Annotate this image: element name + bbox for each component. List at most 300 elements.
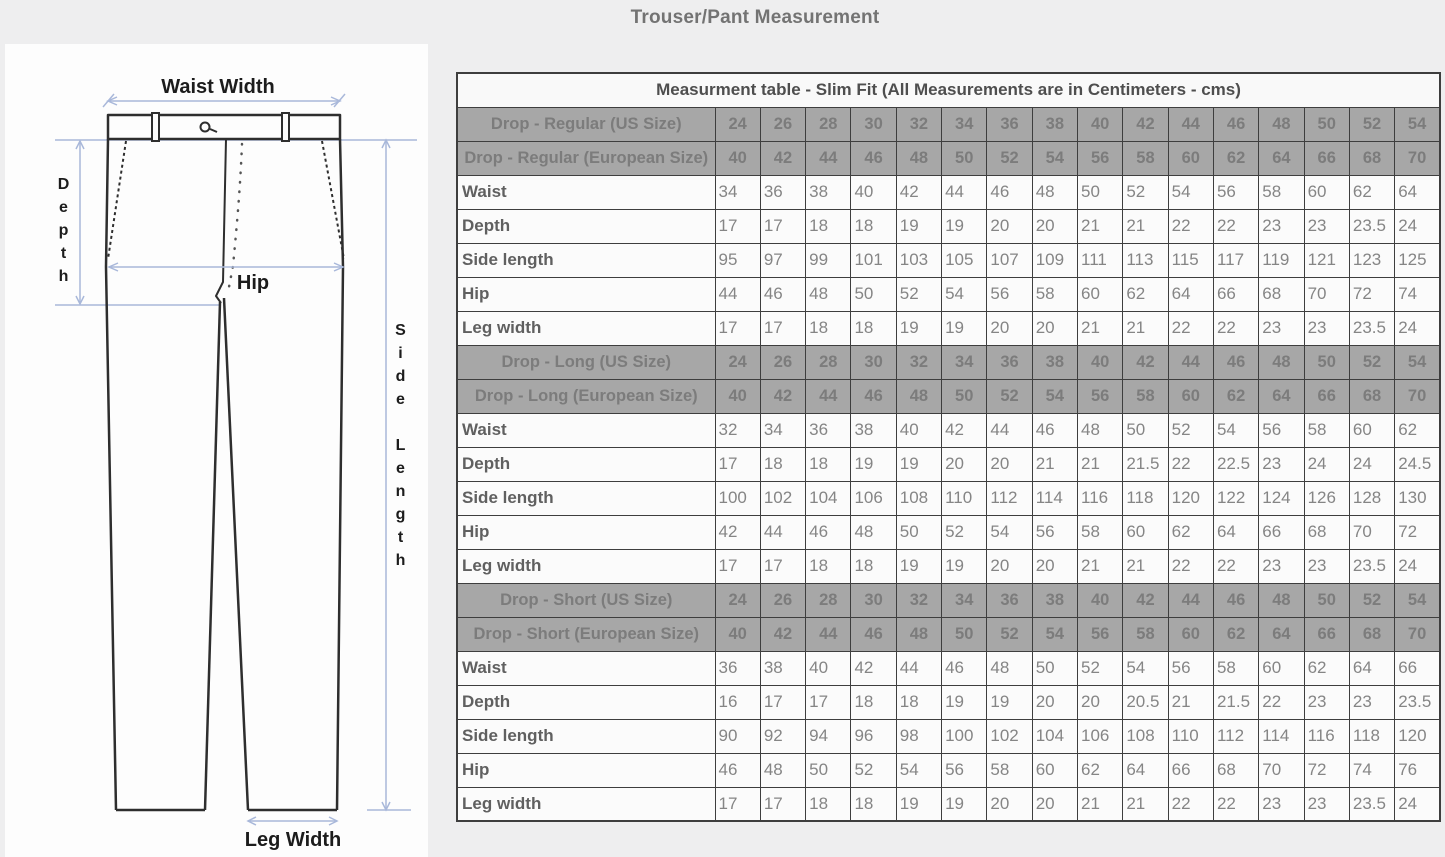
measure-cell: 46 [806, 515, 851, 549]
size-cell: 66 [1304, 379, 1349, 413]
measure-cell: 113 [1123, 243, 1168, 277]
size-cell: 48 [896, 379, 941, 413]
measure-cell: 60 [1032, 753, 1077, 787]
size-cell: 42 [760, 141, 805, 175]
measure-cell: 118 [1349, 719, 1394, 753]
size-cell: 44 [1168, 107, 1213, 141]
measure-cell: 119 [1259, 243, 1304, 277]
measure-cell: 22.5 [1213, 447, 1258, 481]
dimension-arrows [76, 94, 390, 825]
size-cell: 32 [896, 345, 941, 379]
size-cell: 36 [987, 583, 1032, 617]
left-inner-seam [205, 302, 220, 810]
side-length-label: Side Length [392, 322, 409, 575]
size-cell: 40 [1078, 107, 1123, 141]
measure-cell: 18 [851, 787, 896, 821]
measure-cell: 54 [987, 515, 1032, 549]
size-cell: 46 [1213, 583, 1258, 617]
table-title-row [457, 73, 1440, 107]
size-cell: 42 [760, 379, 805, 413]
measure-row-long [457, 481, 1440, 515]
measure-cell: 21 [1078, 447, 1123, 481]
measure-cell: 100 [715, 481, 760, 515]
size-row-label: Drop - Long (European Size) [457, 379, 715, 413]
measure-cell: 23.5 [1349, 549, 1394, 583]
measure-cell: 108 [1123, 719, 1168, 753]
hip-label: Hip [236, 272, 270, 294]
measure-cell: 18 [851, 685, 896, 719]
measure-cell: 44 [896, 651, 941, 685]
size-cell: 54 [1032, 141, 1077, 175]
size-cell: 62 [1213, 617, 1258, 651]
measure-cell: 22 [1259, 685, 1304, 719]
measure-cell: 24.5 [1395, 447, 1440, 481]
measure-cell: 34 [715, 175, 760, 209]
measure-cell: 21.5 [1213, 685, 1258, 719]
measure-cell: 107 [987, 243, 1032, 277]
size-cell: 40 [1078, 345, 1123, 379]
measure-cell: 20.5 [1123, 685, 1168, 719]
measure-cell: 18 [851, 209, 896, 243]
measure-cell: 125 [1395, 243, 1440, 277]
size-cell: 24 [715, 107, 760, 141]
measure-cell: 54 [1168, 175, 1213, 209]
measure-cell: 20 [987, 447, 1032, 481]
measure-row-label: Depth [457, 209, 715, 243]
measure-cell: 60 [1304, 175, 1349, 209]
measure-cell: 90 [715, 719, 760, 753]
measure-cell: 58 [1078, 515, 1123, 549]
measure-cell: 109 [1032, 243, 1077, 277]
size-cell: 44 [1168, 583, 1213, 617]
size-header-row-short [457, 583, 1440, 617]
trouser-outline [106, 115, 343, 810]
size-cell: 48 [1259, 583, 1304, 617]
size-cell: 50 [1304, 107, 1349, 141]
measure-cell: 17 [715, 311, 760, 345]
measure-cell: 23 [1259, 787, 1304, 821]
page-title: Trouser/Pant Measurement [630, 7, 880, 28]
left-outer-seam [106, 139, 116, 810]
measure-cell: 72 [1395, 515, 1440, 549]
measure-cell: 17 [715, 787, 760, 821]
measure-cell: 38 [760, 651, 805, 685]
measure-cell: 52 [896, 277, 941, 311]
size-cell: 36 [987, 345, 1032, 379]
measure-cell: 18 [806, 549, 851, 583]
measure-cell: 99 [806, 243, 851, 277]
measure-cell: 62 [1078, 753, 1123, 787]
measure-cell: 54 [942, 277, 987, 311]
measure-cell: 19 [942, 209, 987, 243]
measure-cell: 94 [806, 719, 851, 753]
size-cell: 40 [715, 379, 760, 413]
measure-cell: 22 [1168, 311, 1213, 345]
measure-row-label: Leg width [457, 549, 715, 583]
measure-cell: 22 [1213, 311, 1258, 345]
measure-cell: 58 [1032, 277, 1077, 311]
measure-cell: 19 [896, 549, 941, 583]
measure-cell: 23 [1259, 549, 1304, 583]
leg-width-label: Leg Width [244, 829, 342, 851]
measure-cell: 24 [1349, 447, 1394, 481]
measure-cell: 126 [1304, 481, 1349, 515]
size-cell: 50 [942, 141, 987, 175]
measure-cell: 56 [1168, 651, 1213, 685]
measure-cell: 40 [806, 651, 851, 685]
measure-cell: 19 [896, 209, 941, 243]
size-cell: 68 [1349, 617, 1394, 651]
size-cell: 64 [1259, 141, 1304, 175]
measure-cell: 38 [806, 175, 851, 209]
measure-cell: 22 [1168, 447, 1213, 481]
measure-cell: 58 [1259, 175, 1304, 209]
waist-width-label: Waist Width [161, 76, 275, 98]
table-title: Measurment table - Slim Fit (All Measurements are in Centimeters - cms) [457, 73, 1440, 107]
measure-row-short [457, 787, 1440, 821]
size-cell: 52 [987, 379, 1032, 413]
measure-cell: 60 [1349, 413, 1394, 447]
size-row-label: Drop - Short (US Size) [457, 583, 715, 617]
measure-cell: 70 [1304, 277, 1349, 311]
measure-cell: 22 [1213, 549, 1258, 583]
measure-cell: 21 [1123, 549, 1168, 583]
size-cell: 32 [896, 107, 941, 141]
measure-cell: 21.5 [1123, 447, 1168, 481]
measure-cell: 22 [1168, 209, 1213, 243]
size-cell: 68 [1349, 141, 1394, 175]
size-cell: 48 [1259, 107, 1304, 141]
measure-cell: 92 [760, 719, 805, 753]
measure-cell: 52 [942, 515, 987, 549]
measure-row-short [457, 685, 1440, 719]
measure-cell: 64 [1168, 277, 1213, 311]
measure-row-label: Leg width [457, 311, 715, 345]
waistband [108, 115, 340, 139]
measure-cell: 17 [760, 549, 805, 583]
measure-cell: 20 [1032, 787, 1077, 821]
measure-cell: 48 [851, 515, 896, 549]
size-cell: 60 [1168, 141, 1213, 175]
measure-cell: 106 [1078, 719, 1123, 753]
measure-cell: 23.5 [1395, 685, 1440, 719]
measure-row-regular [457, 175, 1440, 209]
measure-cell: 20 [1032, 209, 1077, 243]
depth-label: Depth [55, 176, 72, 291]
size-cell: 24 [715, 583, 760, 617]
measure-cell: 19 [896, 787, 941, 821]
size-row-label: Drop - Regular (European Size) [457, 141, 715, 175]
size-row-label: Drop - Short (European Size) [457, 617, 715, 651]
measure-cell: 42 [851, 651, 896, 685]
measure-row-short [457, 719, 1440, 753]
measure-cell: 19 [987, 685, 1032, 719]
measure-cell: 21 [1123, 209, 1168, 243]
measure-cell: 60 [1123, 515, 1168, 549]
measure-cell: 44 [760, 515, 805, 549]
size-cell: 34 [942, 345, 987, 379]
measure-cell: 64 [1123, 753, 1168, 787]
measure-cell: 23 [1304, 311, 1349, 345]
measure-cell: 21 [1078, 787, 1123, 821]
size-cell: 70 [1395, 379, 1440, 413]
measure-row-regular [457, 277, 1440, 311]
measure-cell: 42 [942, 413, 987, 447]
measure-cell: 74 [1395, 277, 1440, 311]
measure-cell: 21 [1078, 549, 1123, 583]
measure-cell: 112 [987, 481, 1032, 515]
measure-cell: 20 [1078, 685, 1123, 719]
size-cell: 36 [987, 107, 1032, 141]
measure-row-regular [457, 311, 1440, 345]
size-cell: 62 [1213, 141, 1258, 175]
measure-cell: 17 [760, 311, 805, 345]
measure-row-label: Leg width [457, 787, 715, 821]
measure-cell: 76 [1395, 753, 1440, 787]
size-cell: 56 [1078, 141, 1123, 175]
size-cell: 26 [760, 583, 805, 617]
size-cell: 40 [715, 141, 760, 175]
measure-cell: 46 [715, 753, 760, 787]
size-cell: 52 [1349, 345, 1394, 379]
measure-cell: 52 [851, 753, 896, 787]
size-cell: 62 [1213, 379, 1258, 413]
measure-cell: 100 [942, 719, 987, 753]
size-cell: 34 [942, 107, 987, 141]
size-cell: 54 [1395, 345, 1440, 379]
measure-cell: 52 [1168, 413, 1213, 447]
measure-cell: 18 [760, 447, 805, 481]
measure-row-label: Side length [457, 481, 715, 515]
measure-cell: 48 [806, 277, 851, 311]
measure-cell: 21 [1078, 311, 1123, 345]
measure-cell: 102 [760, 481, 805, 515]
trouser-sketch [5, 44, 428, 857]
measure-cell: 114 [1032, 481, 1077, 515]
size-header-row-short [457, 617, 1440, 651]
size-cell: 46 [1213, 345, 1258, 379]
measure-cell: 56 [1213, 175, 1258, 209]
measure-cell: 121 [1304, 243, 1349, 277]
measure-row-long [457, 549, 1440, 583]
measure-cell: 44 [942, 175, 987, 209]
measure-cell: 98 [896, 719, 941, 753]
size-cell: 64 [1259, 379, 1304, 413]
measure-cell: 105 [942, 243, 987, 277]
measure-cell: 36 [806, 413, 851, 447]
measure-cell: 20 [987, 787, 1032, 821]
measure-cell: 19 [896, 311, 941, 345]
measure-cell: 22 [1213, 787, 1258, 821]
measure-cell: 62 [1168, 515, 1213, 549]
measure-cell: 97 [760, 243, 805, 277]
measure-cell: 17 [806, 685, 851, 719]
measure-cell: 114 [1259, 719, 1304, 753]
size-cell: 26 [760, 107, 805, 141]
measure-row-long [457, 515, 1440, 549]
measure-cell: 62 [1349, 175, 1394, 209]
measure-row-long [457, 413, 1440, 447]
measure-cell: 102 [987, 719, 1032, 753]
measure-cell: 95 [715, 243, 760, 277]
size-cell: 38 [1032, 583, 1077, 617]
measure-cell: 50 [851, 277, 896, 311]
measure-row-short [457, 753, 1440, 787]
measure-cell: 111 [1078, 243, 1123, 277]
size-cell: 46 [1213, 107, 1258, 141]
measure-cell: 38 [851, 413, 896, 447]
measure-cell: 17 [715, 447, 760, 481]
size-cell: 42 [1123, 107, 1168, 141]
measure-cell: 19 [942, 311, 987, 345]
measure-cell: 118 [1123, 481, 1168, 515]
measure-cell: 23 [1349, 685, 1394, 719]
size-cell: 58 [1123, 379, 1168, 413]
measure-cell: 18 [896, 685, 941, 719]
measure-row-label: Side length [457, 243, 715, 277]
measure-cell: 64 [1395, 175, 1440, 209]
size-cell: 50 [942, 617, 987, 651]
measure-cell: 36 [715, 651, 760, 685]
measure-cell: 60 [1259, 651, 1304, 685]
measure-cell: 24 [1395, 549, 1440, 583]
size-cell: 70 [1395, 617, 1440, 651]
measure-cell: 122 [1213, 481, 1258, 515]
measure-cell: 17 [760, 209, 805, 243]
measure-cell: 110 [1168, 719, 1213, 753]
measure-row-label: Side length [457, 719, 715, 753]
size-cell: 58 [1123, 141, 1168, 175]
size-cell: 46 [851, 379, 896, 413]
size-row-label: Drop - Long (US Size) [457, 345, 715, 379]
measure-cell: 19 [942, 549, 987, 583]
size-cell: 30 [851, 345, 896, 379]
size-header-row-long [457, 345, 1440, 379]
measure-cell: 50 [1078, 175, 1123, 209]
measure-cell: 116 [1078, 481, 1123, 515]
size-cell: 38 [1032, 345, 1077, 379]
size-cell: 26 [760, 345, 805, 379]
size-cell: 54 [1395, 583, 1440, 617]
measure-row-label: Hip [457, 753, 715, 787]
fly-line [216, 139, 226, 303]
measure-cell: 40 [896, 413, 941, 447]
measure-cell: 23 [1259, 447, 1304, 481]
measure-cell: 50 [1123, 413, 1168, 447]
measure-cell: 46 [942, 651, 987, 685]
measure-cell: 20 [987, 311, 1032, 345]
measure-cell: 40 [851, 175, 896, 209]
measure-cell: 46 [760, 277, 805, 311]
measure-cell: 64 [1349, 651, 1394, 685]
measure-cell: 18 [851, 549, 896, 583]
measure-cell: 20 [1032, 311, 1077, 345]
belt-loops [152, 113, 289, 141]
measure-cell: 50 [1032, 651, 1077, 685]
measure-cell: 17 [760, 787, 805, 821]
measure-cell: 62 [1304, 651, 1349, 685]
measure-cell: 72 [1304, 753, 1349, 787]
measure-cell: 56 [1259, 413, 1304, 447]
measure-cell: 20 [1032, 685, 1077, 719]
size-cell: 50 [942, 379, 987, 413]
measure-cell: 66 [1395, 651, 1440, 685]
size-cell: 54 [1032, 379, 1077, 413]
size-cell: 52 [987, 141, 1032, 175]
size-cell: 52 [1349, 107, 1394, 141]
size-cell: 28 [806, 345, 851, 379]
measure-cell: 54 [896, 753, 941, 787]
size-cell: 48 [1259, 345, 1304, 379]
size-cell: 66 [1304, 141, 1349, 175]
measure-cell: 50 [896, 515, 941, 549]
size-cell: 44 [806, 141, 851, 175]
size-cell: 28 [806, 583, 851, 617]
measure-cell: 103 [896, 243, 941, 277]
measure-cell: 24 [1395, 787, 1440, 821]
measure-cell: 110 [942, 481, 987, 515]
measure-cell: 66 [1213, 277, 1258, 311]
size-cell: 64 [1259, 617, 1304, 651]
size-cell: 56 [1078, 617, 1123, 651]
measure-cell: 19 [851, 447, 896, 481]
measure-cell: 115 [1168, 243, 1213, 277]
size-cell: 42 [760, 617, 805, 651]
measure-cell: 23 [1259, 209, 1304, 243]
measure-cell: 116 [1304, 719, 1349, 753]
size-cell: 50 [1304, 345, 1349, 379]
measure-cell: 23.5 [1349, 311, 1394, 345]
measure-cell: 23 [1304, 685, 1349, 719]
measure-cell: 104 [806, 481, 851, 515]
measure-cell: 72 [1349, 277, 1394, 311]
measure-cell: 23 [1259, 311, 1304, 345]
measure-cell: 58 [987, 753, 1032, 787]
size-cell: 60 [1168, 617, 1213, 651]
size-cell: 28 [806, 107, 851, 141]
size-cell: 42 [1123, 583, 1168, 617]
measure-cell: 58 [1213, 651, 1258, 685]
size-cell: 50 [1304, 583, 1349, 617]
measure-cell: 46 [1032, 413, 1077, 447]
measure-cell: 56 [1032, 515, 1077, 549]
measure-cell: 52 [1123, 175, 1168, 209]
size-cell: 44 [806, 617, 851, 651]
measure-cell: 18 [851, 311, 896, 345]
measure-cell: 58 [1304, 413, 1349, 447]
size-cell: 66 [1304, 617, 1349, 651]
measure-cell: 23.5 [1349, 787, 1394, 821]
size-cell: 48 [896, 617, 941, 651]
right-outer-seam [337, 139, 343, 810]
measure-cell: 74 [1349, 753, 1394, 787]
measure-row-label: Depth [457, 685, 715, 719]
measure-cell: 23 [1304, 209, 1349, 243]
measure-cell: 17 [715, 209, 760, 243]
measure-cell: 19 [942, 787, 987, 821]
measure-cell: 18 [806, 209, 851, 243]
measure-cell: 21 [1032, 447, 1077, 481]
measure-cell: 24 [1395, 209, 1440, 243]
size-cell: 46 [851, 141, 896, 175]
trouser-measurement-diagram [5, 44, 428, 857]
size-cell: 46 [851, 617, 896, 651]
measure-cell: 46 [987, 175, 1032, 209]
measure-cell: 44 [715, 277, 760, 311]
size-cell: 38 [1032, 107, 1077, 141]
measure-cell: 68 [1304, 515, 1349, 549]
measure-row-long [457, 447, 1440, 481]
